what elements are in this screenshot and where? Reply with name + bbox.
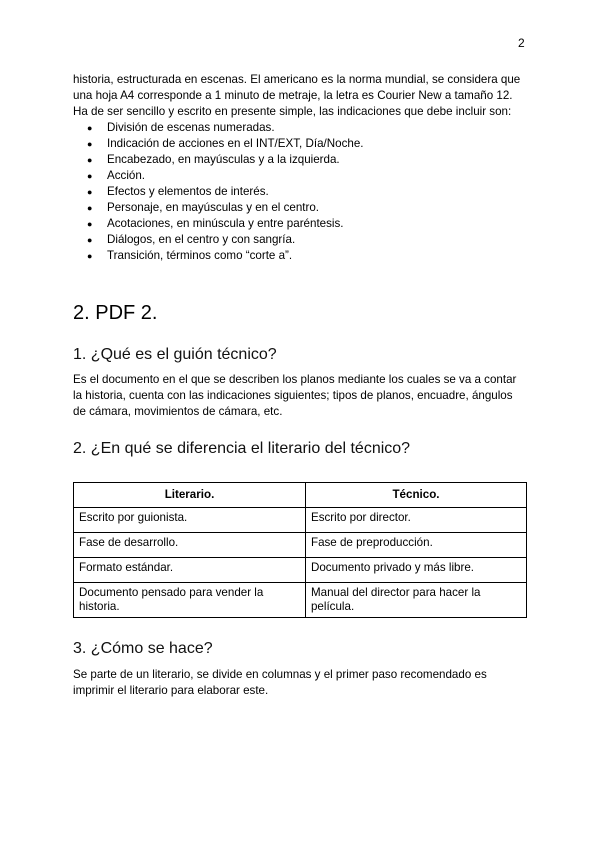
list-item: ● Diálogos, en el centro y con sangría. xyxy=(73,232,527,248)
table-cell: Documento privado y más libre. xyxy=(305,558,526,583)
list-item: ● Encabezado, en mayúsculas y a la izquierda. xyxy=(73,152,527,168)
q3-heading: 3. ¿Cómo se hace? xyxy=(73,640,213,657)
table-header-literario: Literario. xyxy=(74,483,306,508)
list-item: ● Acotaciones, en minúscula y entre paréntesis. xyxy=(73,216,527,232)
q1-text: Es el documento en el que se describen los planos mediante los cuales se va a contar la historia, cuenta con las indicaciones siguientes; tipos de planos, encuadre, ángulos de cámara, movimientos de cámara, etc. xyxy=(73,373,517,418)
table-row xyxy=(74,558,527,583)
table-cell: Fase de desarrollo. xyxy=(74,533,306,558)
table-cell: Documento pensado para vender la historia. xyxy=(74,583,306,618)
table-cell: Fase de preproducción. xyxy=(305,533,526,558)
bullet-list xyxy=(73,120,527,264)
comparison-table xyxy=(73,482,527,618)
q1-heading: 1. ¿Qué es el guión técnico? xyxy=(73,346,277,363)
list-item: ● Transición, términos como “corte a”. xyxy=(73,248,527,264)
table-row xyxy=(74,583,527,618)
table-row xyxy=(74,508,527,533)
table-header-tecnico: Técnico. xyxy=(305,483,526,508)
intro-block xyxy=(73,72,527,264)
list-item: ● División de escenas numeradas. xyxy=(73,120,527,136)
list-item: ● Efectos y elementos de interés. xyxy=(73,184,527,200)
table-cell: Escrito por director. xyxy=(305,508,526,533)
list-item: ● Indicación de acciones en el INT/EXT, Día/Noche. xyxy=(73,136,527,152)
q3-text: Se parte de un literario, se divide en columnas y el primer paso recomendado es imprimir el literario para elaborar este. xyxy=(73,668,487,697)
table-row xyxy=(74,533,527,558)
intro-paragraph: historia, estructurada en escenas. El americano es la norma mundial, se considera que una hoja A4 corresponde a 1 minuto de metraje, la letra es Courier New a tamaño 12. Ha de ser sencillo y escrito en presente simple, las indicaciones que debe incluir son: xyxy=(73,73,521,118)
table-cell: Escrito por guionista. xyxy=(74,508,306,533)
q2-heading: 2. ¿En qué se diferencia el literario del técnico? xyxy=(73,440,411,457)
list-item: ● Personaje, en mayúsculas y en el centro. xyxy=(73,200,527,216)
table-cell: Formato estándar. xyxy=(74,558,306,583)
table-header-row xyxy=(74,483,527,508)
list-item: ● Acción. xyxy=(73,168,527,184)
table-cell: Manual del director para hacer la película. xyxy=(305,583,526,618)
page-number: 2 xyxy=(518,36,525,50)
section-title: 2. PDF 2. xyxy=(73,302,158,324)
